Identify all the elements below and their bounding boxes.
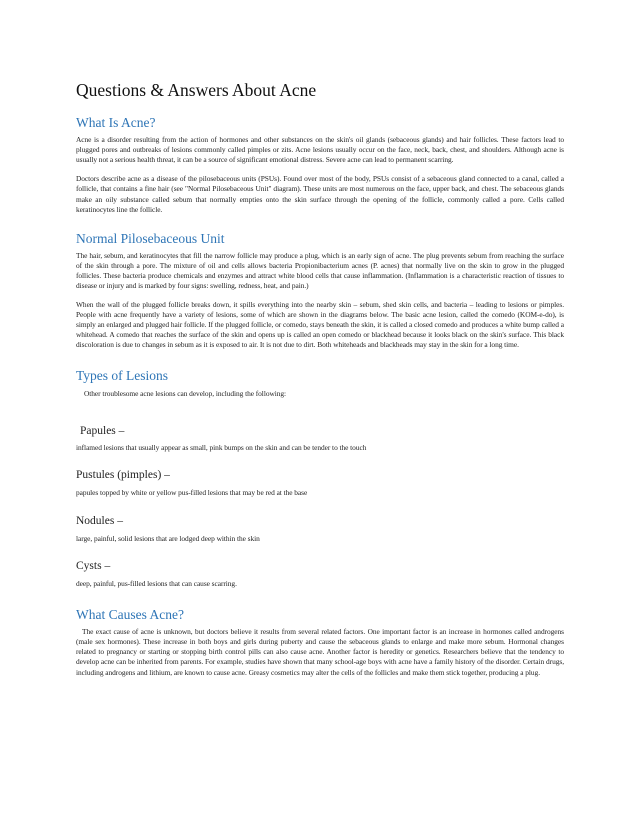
text-pustules-description: papules topped by white or yellow pus-filled lesions that may be red at the base xyxy=(76,488,308,498)
text-nodules-description: large, painful, solid lesions that are lodged deep within the skin xyxy=(76,534,260,544)
text-cysts-description: deep, painful, pus-filled lesions that can cause scarring. xyxy=(76,579,237,588)
subheading-pustules: Pustules (pimples) – xyxy=(76,469,170,482)
paragraph-causes-1: The exact cause of acne is unknown, but doctors believe it results from several related factors. One important factor is an increase in hormones called androgens (male sex hormones). These increase in both boys and girls during puberty and cause the sebaceous glands to enlarge and make more sebum. Hormonal changes related to pregnancy or starting or stopping birth control pills can also cause acne. Another factor is heredity or genetics. Researchers believe that the tendency to develop acne can be inherited from parents. For example, studies have shown that many school-age boys with acne have a family history of the disorder. Certain drugs, including androgens and lithium, are known to cause acne. Greasy cosmetics may alter the cells of the follicles and make them stick together, producing a plug. xyxy=(76,627,564,677)
heading-normal-pilosebaceous-unit: Normal Pilosebaceous Unit xyxy=(76,230,225,246)
subheading-cysts: Cysts – xyxy=(76,560,111,573)
heading-types-of-lesions: Types of Lesions xyxy=(76,368,169,384)
text-papules-description: inflamed lesions that usually appear as small, pink bumps on the skin and can be tender to the touch xyxy=(76,443,367,453)
heading-what-is-acne: What Is Acne? xyxy=(76,115,156,130)
paragraph-normal-psu-1: The hair, sebum, and keratinocytes that fill the narrow follicle may produce a plug, which is an early sign of acne. The plug prevents sebum from reaching the surface of the skin through a pore. The mixture of oil and cells allows bacteria Propionibacterium acnes (P. acnes) that normally live on the skin to grow in the plugged follicles. These bacteria produce chemicals and enzymes and attract white blood cells that cause inflammation. (Inflammation is a characteristic reaction of tissues to disease or injury and is marked by four signs: swelling, redness, heat, and pain.) xyxy=(76,250,564,290)
paragraph-types-intro: Other troublesome acne lesions can develop, including the following: xyxy=(84,388,287,398)
paragraph-what-is-acne-2: Doctors describe acne as a disease of the pilosebaceous units (PSUs). Found over most of the body, PSUs consist of a sebaceous gland connected to a canal, called a follicle, that contains a fine hair (see "Normal Pilosebaceous Unit" diagram). These units are most numerous on the face, upper back, and chest. The sebaceous glands make an oily substance called sebum that normally empties onto the skin surface through the opening of the follicle, commonly called a pore. Cells called keratinocytes line the follicle. xyxy=(76,174,564,214)
subheading-nodules: Nodules – xyxy=(76,515,123,528)
heading-what-causes-acne: What Causes Acne? xyxy=(76,607,184,623)
document-title: Questions & Answers About Acne xyxy=(76,80,317,100)
paragraph-normal-psu-2: When the wall of the plugged follicle breaks down, it spills everything into the nearby skin – sebum, shed skin cells, and bacteria – leading to lesions or pimples. People with acne frequently have a variety of lesions, some of which are shown in the diagrams below. The basic acne lesion, called the comedo (KOM-e-do), is simply an enlarged and plugged hair follicle. If the plugged follicle, or comedo, stays beneath the skin, it is called a closed comedo and produces a white bump called a whitehead. A comedo that reaches the surface of the skin and opens up is called an open comedo or blackhead because it looks black on the skin's surface. This black discoloration is due to changes in sebum as it is exposed to air. It is not due to dirt. Both whiteheads and blackheads may stay in the skin for a long time. xyxy=(76,300,564,350)
document-content xyxy=(76,80,564,678)
subheading-papules: Papules – xyxy=(80,424,125,437)
paragraph-what-is-acne-1: Acne is a disorder resulting from the action of hormones and other substances on the skin's oil glands (sebaceous glands) and hair follicles. These factors lead to plugged pores and outbreaks of lesions commonly called pimples or zits. Acne lesions usually occur on the face, neck, back, chest, and shoulders. Although acne is usually not a serious health threat, it can be a source of significant emotional distress. Severe acne can lead to permanent scarring. xyxy=(76,135,564,165)
